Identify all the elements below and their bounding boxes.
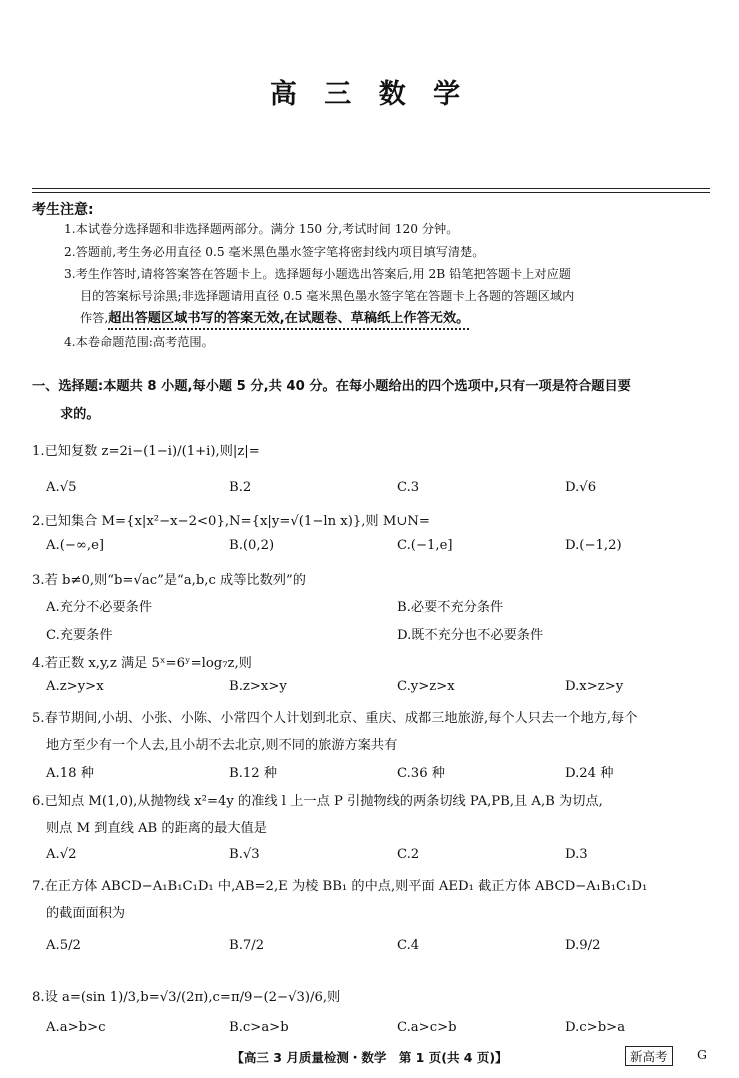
notice-heading: 考生注意: (32, 202, 94, 218)
notice-item-cont: 目的答案标号涂黑;非选择题请用直径 0.5 毫米黑色墨水签字笔在答题卡上各题的答题区域内 (80, 289, 575, 303)
option: C.36 种 (397, 766, 445, 781)
option: B.(0,2) (229, 538, 275, 553)
option: D.c>b>a (565, 1020, 626, 1035)
brand-badge: 新高考 (625, 1046, 673, 1066)
notice-item: 2.答题前,考生务必用直径 0.5 毫米黑色墨水签字笔将密封线内项目填写清楚。 (64, 245, 485, 259)
paper-title: 高 三 数 学 (269, 79, 470, 110)
question-stem: 6.已知点 M(1,0),从抛物线 x²=4y 的准线 l 上一点 P 引抛物线的两条切线 PA,PB,且 A,B 为切点, (32, 794, 603, 809)
option: B.2 (229, 480, 252, 495)
question-stem: 4.若正数 x,y,z 满足 5ˣ=6ʸ=log₇z,则 (32, 656, 252, 671)
option: D.9/2 (565, 938, 601, 953)
section-heading-cont: 求的。 (60, 407, 100, 422)
option: A.√5 (46, 480, 77, 495)
option: B.z>x>y (229, 679, 287, 694)
option: A.充分不必要条件 (46, 600, 153, 615)
option: C.3 (397, 480, 420, 495)
option: C.4 (397, 938, 420, 953)
option: A.(−∞,e] (46, 538, 105, 553)
notice-emphasis: 超出答题区域书写的答案无效,在试题卷、草稿纸上作答无效。 (108, 311, 469, 330)
notice-item: 1.本试卷分选择题和非选择题两部分。满分 150 分,考试时间 120 分钟。 (64, 222, 459, 236)
question-stem-cont: 地方至少有一个人去,且小胡不去北京,则不同的旅游方案共有 (46, 738, 398, 753)
option: A.a>b>c (46, 1020, 106, 1035)
question-stem: 3.若 b≠0,则“b=√ac”是“a,b,c 成等比数列”的 (32, 573, 306, 588)
notice-item: 3.考生作答时,请将答案答在答题卡上。选择题每小题选出答案后,用 2B 铅笔把答题卡上对应题 (64, 267, 571, 281)
option: C.2 (397, 847, 420, 862)
option: C.充要条件 (46, 628, 113, 643)
section-heading: 一、选择题:本题共 8 小题,每小题 5 分,共 40 分。在每小题给出的四个选项中,只有一项是符合题目要 (32, 379, 631, 394)
question-stem: 2.已知集合 M={x|x²−x−2<0},N={x|y=√(1−ln x)},则 M∪N= (32, 514, 430, 529)
option: D.24 种 (565, 766, 614, 781)
option: A.18 种 (46, 766, 94, 781)
option: B.必要不充分条件 (397, 600, 504, 615)
page-footer: 【高三 3 月质量检测・数学 第 1 页(共 4 页)】 (231, 1050, 508, 1065)
option: C.(−1,e] (397, 538, 453, 553)
notice-item-cont (80, 309, 469, 328)
divider (32, 192, 710, 193)
option: D.3 (565, 847, 588, 862)
question-stem: 5.春节期间,小胡、小张、小陈、小常四个人计划到北京、重庆、成都三地旅游,每个人只去一个地方,每个 (32, 711, 638, 726)
option: D.既不充分也不必要条件 (397, 628, 544, 643)
option: A.z>y>x (46, 679, 104, 694)
option: B.7/2 (229, 938, 265, 953)
option: C.y>z>x (397, 679, 455, 694)
question-stem: 8.设 a=(sin 1)/3,b=√3/(2π),c=π/9−(2−√3)/6,则 (32, 990, 341, 1005)
option: B.√3 (229, 847, 260, 862)
question-stem: 1.已知复数 z=2i−(1−i)/(1+i),则|z|= (32, 444, 260, 459)
question-stem-cont: 的截面面积为 (46, 906, 126, 921)
divider (32, 188, 710, 189)
brand-suffix: G (697, 1047, 707, 1062)
option: A.√2 (46, 847, 77, 862)
option: D.x>z>y (565, 679, 624, 694)
question-stem-cont: 则点 M 到直线 AB 的距离的最大值是 (46, 821, 267, 836)
notice-item: 4.本卷命题范围:高考范围。 (64, 335, 214, 349)
question-stem: 7.在正方体 ABCD−A₁B₁C₁D₁ 中,AB=2,E 为棱 BB₁ 的中点,则平面 AED₁ 截正方体 ABCD−A₁B₁C₁D₁ (32, 879, 648, 894)
notice-plain: 作答, (80, 311, 109, 325)
option: C.a>c>b (397, 1020, 457, 1035)
option: A.5/2 (46, 938, 81, 953)
option: D.(−1,2) (565, 538, 622, 553)
option: B.c>a>b (229, 1020, 289, 1035)
option: B.12 种 (229, 766, 278, 781)
option: D.√6 (565, 480, 597, 495)
